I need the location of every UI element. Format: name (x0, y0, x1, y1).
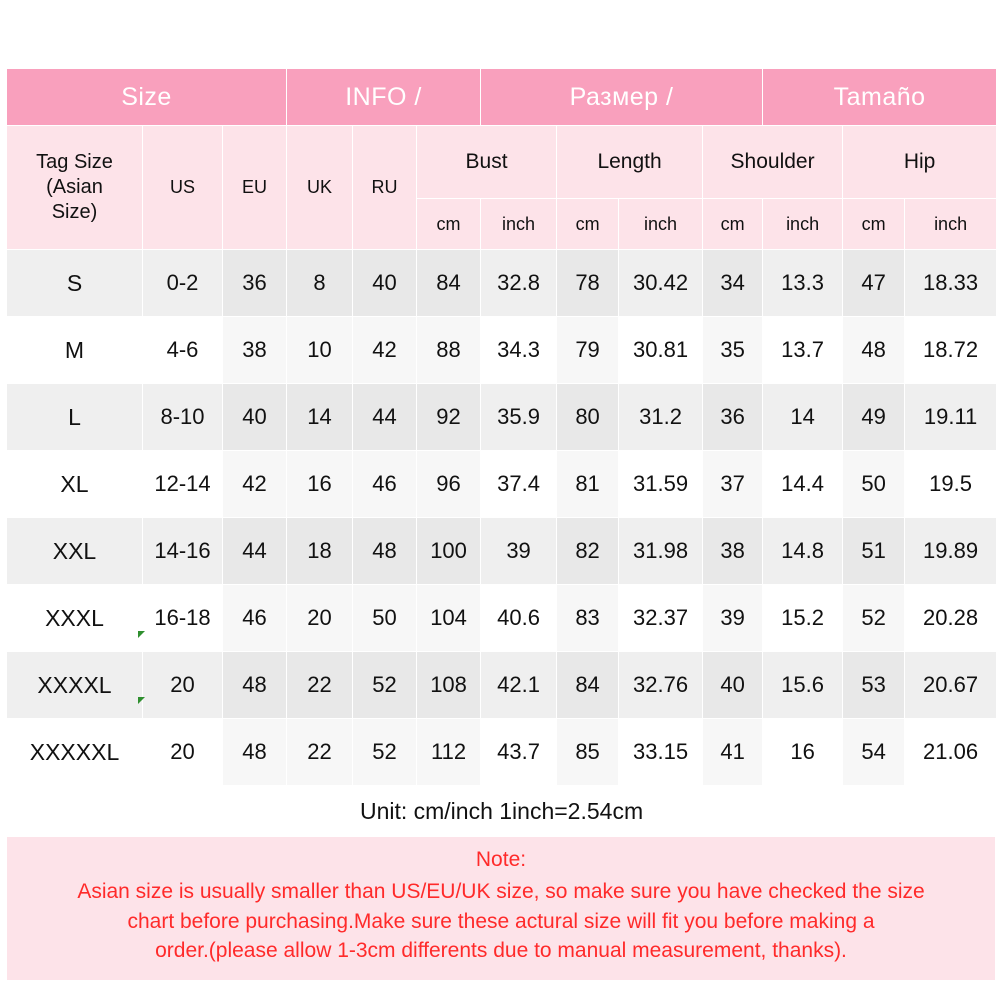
title-word-size: Size (7, 69, 287, 126)
cell-tag: L (7, 384, 143, 451)
header-hip-cm: cm (843, 199, 905, 250)
cell-length-cm: 84 (557, 652, 619, 719)
cell-hip-cm: 51 (843, 518, 905, 585)
cell-eu: 48 (223, 652, 287, 719)
cell-length-inch: 33.15 (619, 719, 703, 786)
cell-bust-cm: 84 (417, 250, 481, 317)
cell-shoulder-inch: 16 (763, 719, 843, 786)
cell-shoulder-inch: 14.8 (763, 518, 843, 585)
cell-us: 4-6 (143, 317, 223, 384)
cell-shoulder-inch: 14 (763, 384, 843, 451)
header-bust: Bust (417, 126, 557, 199)
cell-us: 20 (143, 652, 223, 719)
cell-hip-inch: 19.11 (905, 384, 997, 451)
header-length: Length (557, 126, 703, 199)
cell-ru: 46 (353, 451, 417, 518)
cell-length-inch: 30.42 (619, 250, 703, 317)
cell-uk: 22 (287, 652, 353, 719)
cell-uk: 10 (287, 317, 353, 384)
header-length-cm: cm (557, 199, 619, 250)
cell-bust-inch: 37.4 (481, 451, 557, 518)
cell-length-cm: 83 (557, 585, 619, 652)
cell-shoulder-cm: 39 (703, 585, 763, 652)
cell-tag: XXXXXL (7, 719, 143, 786)
title-word-razmer: Размер / (481, 69, 763, 126)
cell-shoulder-cm: 38 (703, 518, 763, 585)
cell-bust-inch: 39 (481, 518, 557, 585)
cell-eu: 36 (223, 250, 287, 317)
size-chart-container (6, 68, 996, 981)
header-uk: UK (287, 126, 353, 250)
cell-ru: 52 (353, 652, 417, 719)
cell-bust-cm: 104 (417, 585, 481, 652)
cell-eu: 44 (223, 518, 287, 585)
cell-length-cm: 85 (557, 719, 619, 786)
cell-ru: 52 (353, 719, 417, 786)
header-shoulder: Shoulder (703, 126, 843, 199)
header-row-top (7, 126, 997, 199)
cell-shoulder-inch: 13.3 (763, 250, 843, 317)
cell-tag: M (7, 317, 143, 384)
cell-shoulder-inch: 15.2 (763, 585, 843, 652)
cell-shoulder-cm: 35 (703, 317, 763, 384)
cell-uk: 18 (287, 518, 353, 585)
cell-eu: 38 (223, 317, 287, 384)
cell-bust-inch: 40.6 (481, 585, 557, 652)
cell-bust-cm: 88 (417, 317, 481, 384)
cell-shoulder-cm: 37 (703, 451, 763, 518)
cell-tag: XXXXL (7, 652, 143, 719)
cell-hip-inch: 18.72 (905, 317, 997, 384)
green-corner-marker-2 (138, 697, 145, 704)
size-chart-table (6, 68, 997, 837)
cell-tag: S (7, 250, 143, 317)
unit-note: Unit: cm/inch 1inch=2.54cm (7, 786, 997, 837)
cell-ru: 44 (353, 384, 417, 451)
note-line-3: order.(please allow 1-3cm differents due to manual measurement, thanks). (155, 939, 847, 963)
cell-length-cm: 78 (557, 250, 619, 317)
table-row (7, 518, 997, 585)
cell-bust-cm: 112 (417, 719, 481, 786)
cell-shoulder-cm: 34 (703, 250, 763, 317)
cell-hip-cm: 52 (843, 585, 905, 652)
header-shoulder-inch: inch (763, 199, 843, 250)
cell-bust-inch: 43.7 (481, 719, 557, 786)
cell-us: 8-10 (143, 384, 223, 451)
table-row (7, 451, 997, 518)
cell-ru: 50 (353, 585, 417, 652)
cell-bust-inch: 32.8 (481, 250, 557, 317)
header-eu: EU (223, 126, 287, 250)
table-row (7, 250, 997, 317)
header-bust-cm: cm (417, 199, 481, 250)
cell-shoulder-inch: 15.6 (763, 652, 843, 719)
cell-length-cm: 82 (557, 518, 619, 585)
cell-bust-inch: 35.9 (481, 384, 557, 451)
cell-shoulder-cm: 40 (703, 652, 763, 719)
cell-us: 0-2 (143, 250, 223, 317)
table-row (7, 652, 997, 719)
header-length-inch: inch (619, 199, 703, 250)
cell-shoulder-inch: 14.4 (763, 451, 843, 518)
cell-ru: 48 (353, 518, 417, 585)
cell-uk: 8 (287, 250, 353, 317)
cell-hip-cm: 48 (843, 317, 905, 384)
title-word-tamano: Tamaño (763, 69, 997, 126)
cell-bust-cm: 100 (417, 518, 481, 585)
cell-hip-inch: 21.06 (905, 719, 997, 786)
header-bust-inch: inch (481, 199, 557, 250)
cell-tag: XL (7, 451, 143, 518)
cell-eu: 42 (223, 451, 287, 518)
cell-hip-cm: 49 (843, 384, 905, 451)
cell-us: 16-18 (143, 585, 223, 652)
cell-us: 20 (143, 719, 223, 786)
header-hip-inch: inch (905, 199, 997, 250)
cell-length-inch: 31.59 (619, 451, 703, 518)
cell-length-inch: 31.98 (619, 518, 703, 585)
title-word-info: INFO / (287, 69, 481, 126)
title-bar-row (7, 69, 997, 126)
note-line-1: Asian size is usually smaller than US/EU/UK size, so make sure you have checked the size (77, 879, 925, 903)
note-line-2: chart before purchasing.Make sure these actural size will fit you before making a (127, 909, 875, 933)
cell-hip-inch: 19.89 (905, 518, 997, 585)
cell-ru: 40 (353, 250, 417, 317)
cell-tag: XXXL (7, 585, 143, 652)
cell-ru: 42 (353, 317, 417, 384)
cell-length-inch: 32.76 (619, 652, 703, 719)
note-block (6, 837, 996, 981)
header-tag-size (7, 126, 143, 250)
header-ru: RU (353, 126, 417, 250)
cell-length-inch: 32.37 (619, 585, 703, 652)
header-us: US (143, 126, 223, 250)
cell-us: 12-14 (143, 451, 223, 518)
cell-eu: 40 (223, 384, 287, 451)
header-hip: Hip (843, 126, 997, 199)
cell-hip-inch: 19.5 (905, 451, 997, 518)
cell-length-cm: 79 (557, 317, 619, 384)
cell-bust-cm: 96 (417, 451, 481, 518)
cell-uk: 20 (287, 585, 353, 652)
cell-eu: 48 (223, 719, 287, 786)
cell-eu: 46 (223, 585, 287, 652)
cell-bust-cm: 92 (417, 384, 481, 451)
cell-shoulder-inch: 13.7 (763, 317, 843, 384)
cell-hip-cm: 50 (843, 451, 905, 518)
cell-length-cm: 80 (557, 384, 619, 451)
cell-us: 14-16 (143, 518, 223, 585)
cell-hip-inch: 18.33 (905, 250, 997, 317)
cell-shoulder-cm: 36 (703, 384, 763, 451)
header-tag-size-line3: Size) (51, 201, 98, 223)
cell-uk: 14 (287, 384, 353, 451)
cell-hip-cm: 53 (843, 652, 905, 719)
cell-hip-inch: 20.28 (905, 585, 997, 652)
cell-bust-inch: 42.1 (481, 652, 557, 719)
header-shoulder-cm: cm (703, 199, 763, 250)
cell-length-inch: 31.2 (619, 384, 703, 451)
cell-tag: XXL (7, 518, 143, 585)
cell-uk: 22 (287, 719, 353, 786)
cell-hip-inch: 20.67 (905, 652, 997, 719)
cell-hip-cm: 54 (843, 719, 905, 786)
cell-length-cm: 81 (557, 451, 619, 518)
note-title: Note: (475, 848, 527, 871)
cell-hip-cm: 47 (843, 250, 905, 317)
cell-bust-cm: 108 (417, 652, 481, 719)
header-tag-size-line1: Tag Size (36, 151, 113, 173)
table-row (7, 317, 997, 384)
header-tag-size-line2: (Asian (46, 176, 103, 198)
green-corner-marker-1 (138, 631, 145, 638)
cell-shoulder-cm: 41 (703, 719, 763, 786)
cell-bust-inch: 34.3 (481, 317, 557, 384)
table-row (7, 384, 997, 451)
table-row (7, 719, 997, 786)
cell-length-inch: 30.81 (619, 317, 703, 384)
unit-note-row (7, 786, 997, 837)
cell-uk: 16 (287, 451, 353, 518)
table-row (7, 585, 997, 652)
